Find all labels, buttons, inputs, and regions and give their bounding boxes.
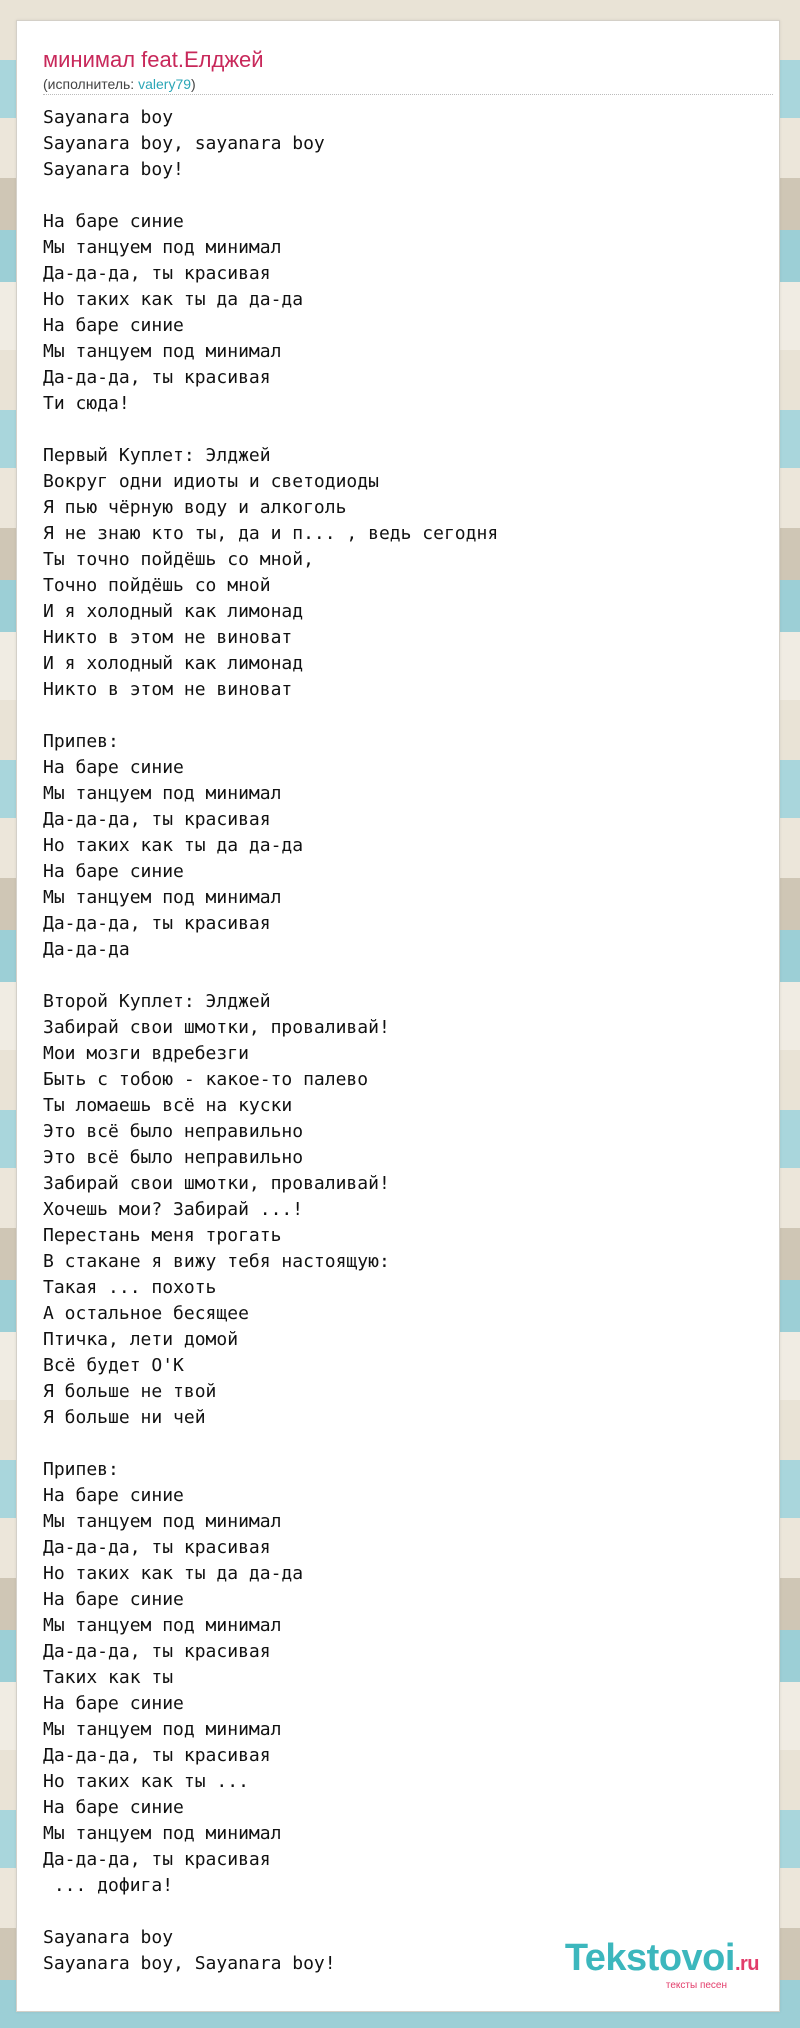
- site-logo[interactable]: [565, 1938, 759, 1991]
- performer-line: [43, 76, 196, 92]
- logo-tagline: тексты песен: [665, 1980, 727, 1991]
- performer-user-link[interactable]: valery79: [138, 76, 192, 92]
- performer-suffix: ): [191, 76, 196, 92]
- song-title: минимал feat.Елджей: [43, 47, 264, 72]
- content-panel: [16, 20, 780, 2012]
- performer-prefix: (исполнитель:: [43, 76, 139, 92]
- lyrics-text: Sayanara boy Sayanara boy, sayanara boy Sayanara boy! На баре синие Мы танцуем под минимал Да-да-да, ты красивая Но таких как ты да да-да На баре синие Мы танцуем под минимал Да-да-да, ты красивая Ти сюда! Первый Куплет: Элджей Вокруг одни идиоты и светодиоды Я пью чёрную воду и алкоголь Я не знаю кто ты, да и п... , ведь сегодня Ты точно пойдёшь со мной, Точно пойдёшь со мной И я холодный как лимонад Никто в этом не виноват И я холодный как лимонад Никто в этом не виноват Припев: На баре синие Мы танцуем под минимал Да-да-да, ты красивая Но таких как ты да да-да На баре синие Мы танцуем под минимал Да-да-да, ты красивая Да-да-да Второй Куплет: Элджей Забирай свои шмотки, проваливай! Мои мозги вдребезги Быть с тобою - какое-то палево Ты ломаешь всё на куски Это всё было неправильно Это всё было неправильно Забирай свои шмотки, проваливай! Хочешь мои? Забирай ...! Перестань меня трогать В стакане я вижу тебя настоящую: Такая ... похоть А остальное бесящее Птичка, лети домой Всё будет О'К Я больше не твой Я больше ни чей Припев: На баре синие Мы танцуем под минимал Да-да-да, ты красивая Но таких как ты да да-да На баре синие Мы танцуем под минимал Да-да-да, ты красивая Таких как ты На баре синие Мы танцуем под минимал Да-да-да, ты красивая Но таких как ты ... На баре синие Мы танцуем под минимал Да-да-да, ты красивая ... дофига! Sayanara boy Sayanara boy, Sayanara boy!: [43, 107, 499, 1974]
- logo-name: Tekstovoi: [564, 1937, 735, 1979]
- title-divider: [43, 94, 773, 95]
- logo-tld: .ru: [734, 1953, 759, 1975]
